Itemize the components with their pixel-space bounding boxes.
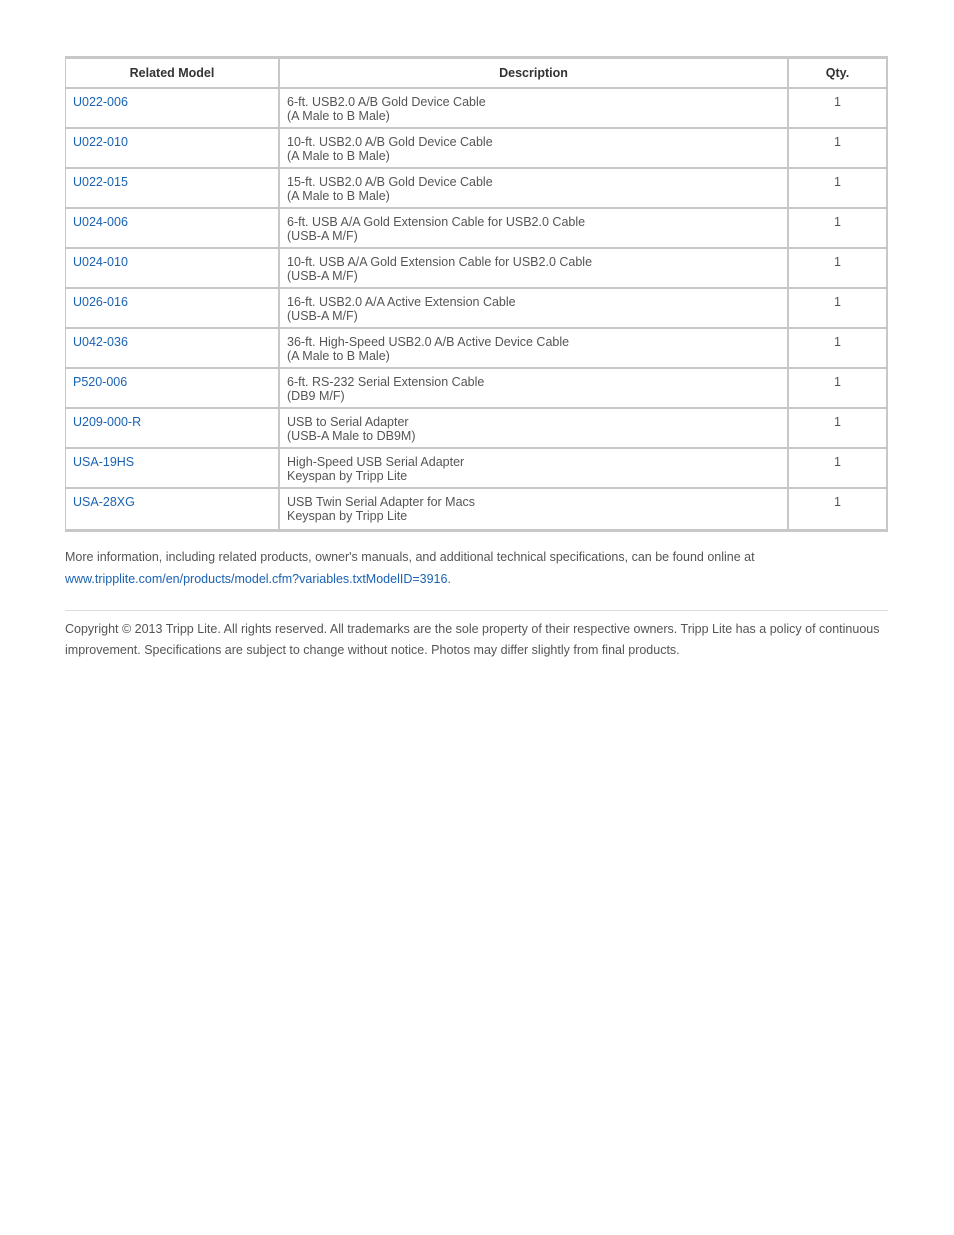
header-related-model: Related Model: [66, 59, 278, 89]
model-link[interactable]: P520-006: [73, 375, 128, 389]
description-line: 6-ft. USB A/A Gold Extension Cable for USB2.0 Cable: [287, 215, 586, 229]
header-qty: Qty.: [787, 59, 886, 89]
qty-cell: 1: [787, 169, 886, 209]
model-cell: [66, 89, 278, 129]
description-line: (A Male to B Male): [287, 349, 390, 363]
table-body: [66, 89, 886, 529]
model-cell: [66, 369, 278, 409]
model-link[interactable]: U022-006: [73, 95, 128, 109]
model-link[interactable]: U022-010: [73, 135, 128, 149]
description-line: Keyspan by Tripp Lite: [287, 469, 408, 483]
description-line: 6-ft. USB2.0 A/B Gold Device Cable: [287, 95, 486, 109]
description-line: Keyspan by Tripp Lite: [287, 509, 408, 523]
qty-cell: 1: [787, 329, 886, 369]
description-line: 10-ft. USB A/A Gold Extension Cable for USB2.0 Cable: [287, 255, 593, 269]
model-link[interactable]: U022-015: [73, 175, 128, 189]
qty-cell: 1: [787, 129, 886, 169]
model-cell: [66, 449, 278, 489]
description-cell: [278, 289, 787, 329]
description-line: USB to Serial Adapter: [287, 415, 409, 429]
table-row: [66, 409, 886, 449]
copyright-notice: Copyright © 2013 Tripp Lite. All rights reserved. All trademarks are the sole property of their respective owners. Tripp Lite has a policy of continuous improvement. Specifications are subject to change without notice. Photos may differ slightly from final products.: [65, 622, 880, 657]
description-line: (USB-A M/F): [287, 309, 358, 323]
table-row: [66, 369, 886, 409]
model-link[interactable]: USA-28XG: [73, 495, 135, 509]
table-row: [66, 489, 886, 529]
description-cell: [278, 409, 787, 449]
model-cell: [66, 329, 278, 369]
model-link[interactable]: U024-010: [73, 255, 128, 269]
description-line: 6-ft. RS-232 Serial Extension Cable: [287, 375, 485, 389]
model-link[interactable]: U042-036: [73, 335, 128, 349]
qty-cell: 1: [787, 449, 886, 489]
table-row: [66, 169, 886, 209]
table-row: [66, 209, 886, 249]
qty-cell: 1: [787, 289, 886, 329]
description-cell: [278, 489, 787, 529]
more-info-paragraph: [65, 546, 888, 590]
table-row: [66, 89, 886, 129]
description-cell: [278, 249, 787, 289]
qty-cell: 1: [787, 409, 886, 449]
description-line: (USB-A M/F): [287, 269, 358, 283]
model-cell: [66, 129, 278, 169]
description-cell: [278, 169, 787, 209]
description-line: 36-ft. High-Speed USB2.0 A/B Active Device Cable: [287, 335, 570, 349]
model-link[interactable]: U024-006: [73, 215, 128, 229]
description-cell: [278, 449, 787, 489]
header-description: Description: [278, 59, 787, 89]
model-cell: [66, 209, 278, 249]
description-line: 15-ft. USB2.0 A/B Gold Device Cable: [287, 175, 493, 189]
more-info-suffix: .: [447, 572, 451, 586]
description-line: (USB-A M/F): [287, 229, 358, 243]
description-cell: [278, 209, 787, 249]
related-models-table: [65, 56, 888, 532]
table-row: [66, 289, 886, 329]
more-info-text: More information, including related products, owner's manuals, and additional technical specifications, can be found online at: [65, 550, 755, 564]
description-cell: [278, 329, 787, 369]
description-cell: [278, 89, 787, 129]
qty-cell: 1: [787, 369, 886, 409]
divider: [65, 610, 888, 611]
qty-cell: 1: [787, 89, 886, 129]
page-content: [65, 56, 888, 661]
qty-cell: 1: [787, 489, 886, 529]
model-cell: [66, 489, 278, 529]
description-line: High-Speed USB Serial Adapter: [287, 455, 465, 469]
table-row: [66, 249, 886, 289]
table-header-row: [66, 59, 886, 89]
model-cell: [66, 249, 278, 289]
table-row: [66, 329, 886, 369]
description-cell: [278, 369, 787, 409]
model-cell: [66, 409, 278, 449]
qty-cell: 1: [787, 209, 886, 249]
description-line: (DB9 M/F): [287, 389, 345, 403]
description-line: (USB-A Male to DB9M): [287, 429, 416, 443]
model-cell: [66, 289, 278, 329]
table-row: [66, 129, 886, 169]
description-line: 16-ft. USB2.0 A/A Active Extension Cable: [287, 295, 516, 309]
description-line: 10-ft. USB2.0 A/B Gold Device Cable: [287, 135, 493, 149]
product-page-link[interactable]: www.tripplite.com/en/products/model.cfm?variables.txtModelID=3916: [65, 572, 448, 586]
qty-cell: 1: [787, 249, 886, 289]
description-line: (A Male to B Male): [287, 189, 390, 203]
description-line: (A Male to B Male): [287, 109, 390, 123]
model-cell: [66, 169, 278, 209]
description-cell: [278, 129, 787, 169]
model-link[interactable]: USA-19HS: [73, 455, 135, 469]
model-link[interactable]: U026-016: [73, 295, 128, 309]
description-line: USB Twin Serial Adapter for Macs: [287, 495, 476, 509]
table-row: [66, 449, 886, 489]
description-line: (A Male to B Male): [287, 149, 390, 163]
model-link[interactable]: U209-000-R: [73, 415, 142, 429]
